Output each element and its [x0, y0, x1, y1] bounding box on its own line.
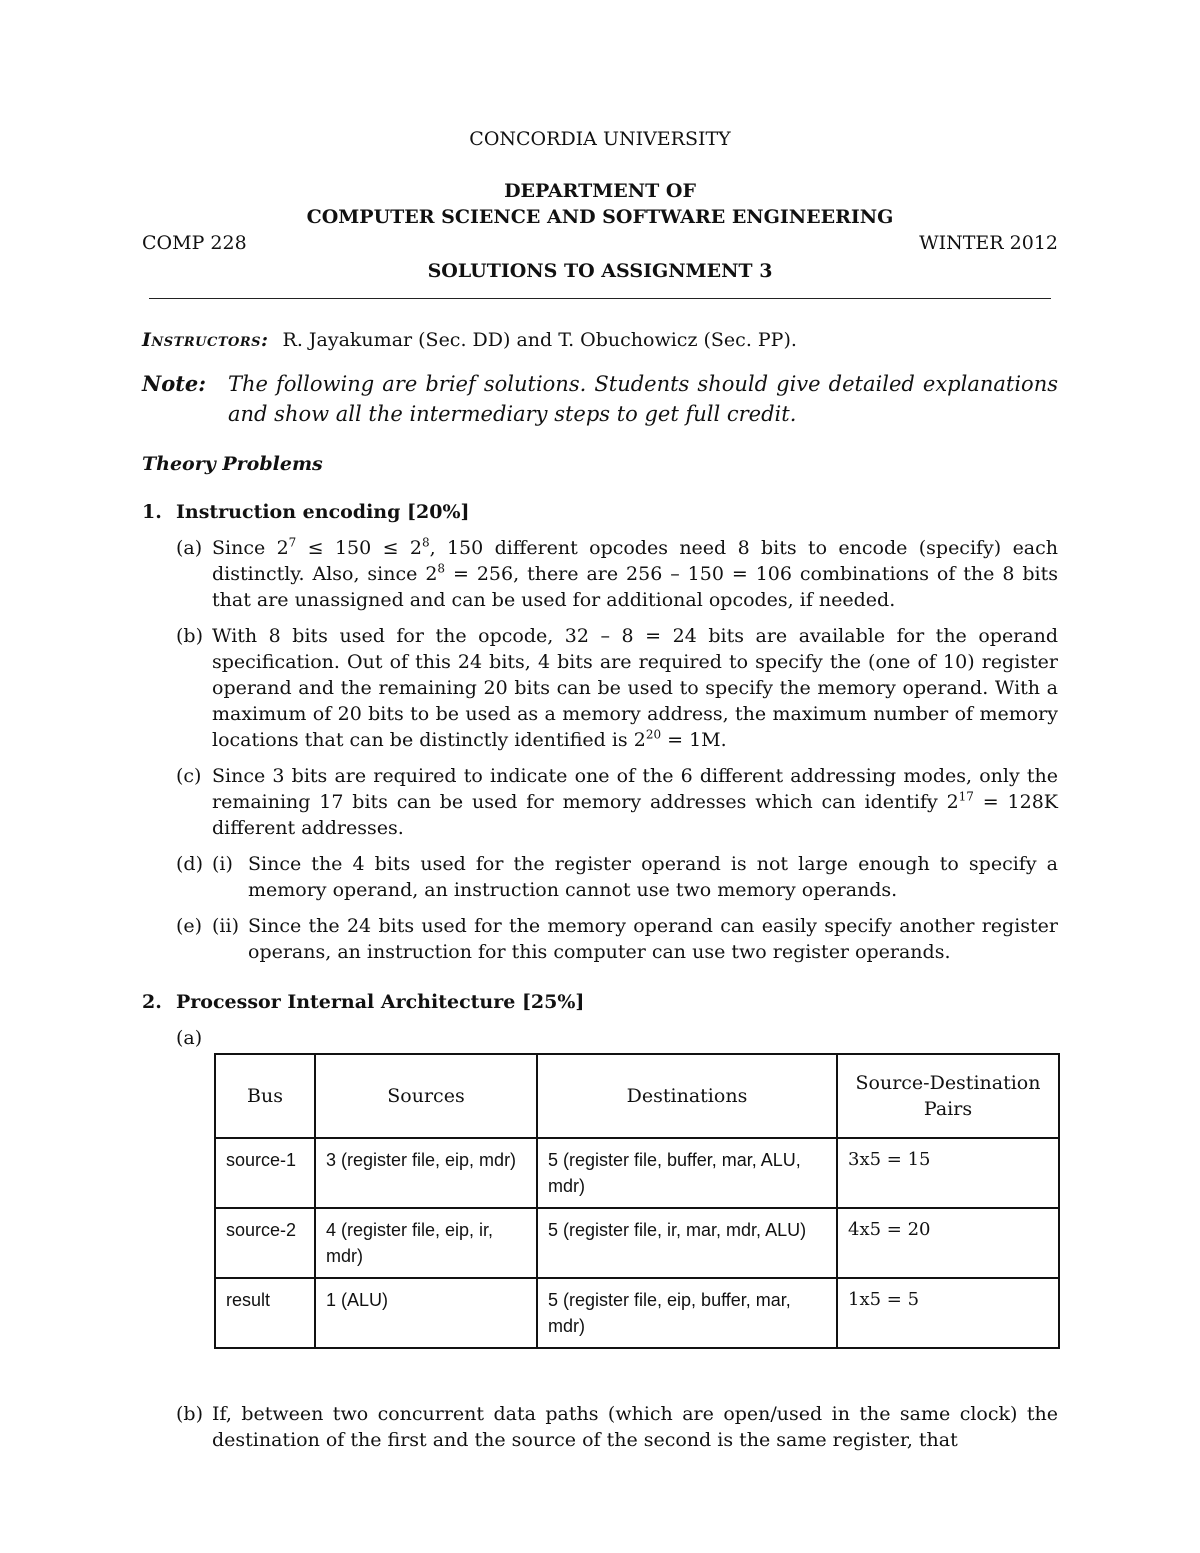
q1-a-text	[212, 535, 1058, 613]
cell-bus: result	[215, 1278, 315, 1348]
q2-b-label: (b)	[176, 1403, 203, 1425]
q1-a-part3: , 150 different opcodes need 8 bits to encode (specify) each distinctly. Also, since 2	[212, 537, 1059, 585]
q1-b-label: (b)	[176, 625, 203, 647]
cell-sources: 4 (register file, eip, ir, mdr)	[315, 1208, 537, 1278]
question-1-title	[142, 499, 1058, 525]
q1-b-part2: = 1M.	[661, 729, 727, 751]
question-2-heading: Processor Internal Architecture [25%]	[176, 991, 585, 1013]
q1-c-label: (c)	[176, 765, 202, 787]
instructors-label: Instructors:	[142, 329, 269, 351]
header-sources: Sources	[315, 1054, 537, 1138]
q2-b-text: If, between two concurrent data paths (which are open/used in the same clock) the destination of the first and the source of the second is the same register, that	[212, 1403, 1058, 1451]
term: WINTER 2012	[919, 232, 1058, 254]
q1-d-text: Since the 4 bits used for the register operand is not large enough to specify a memory operand, an instruction cannot use two memory operands.	[248, 853, 1058, 901]
department-line-1: DEPARTMENT OF	[504, 180, 696, 202]
instructors-line	[142, 327, 1058, 353]
q1-answer-e	[176, 913, 1058, 965]
q1-d-label: (d)	[176, 853, 203, 875]
q1-c-part2: = 128K different addresses.	[212, 791, 1058, 839]
q1-a-part2: ≤ 150 ≤ 2	[296, 537, 422, 559]
q1-answer-a	[176, 535, 1058, 613]
cell-bus: source-2	[215, 1208, 315, 1278]
cell-bus: source-1	[215, 1138, 315, 1208]
q1-b-part1: With 8 bits used for the opcode, 32 – 8 = 24 bits are available for the operand specification. Out of this 24 bits, 4 bits are required to specify the (one of 10) register operand and the remaining 20 bits can be used to specify the memory operand. With a maximum of 20 bits to be used as a memory address, the maximum number of memory locations that can be distinctly identified is 2	[212, 625, 1058, 751]
note-label: Note:	[142, 371, 207, 396]
header-destinations: Destinations	[537, 1054, 837, 1138]
cell-sources: 3 (register file, eip, mdr)	[315, 1138, 537, 1208]
q1-a-sup2: 8	[421, 535, 430, 550]
note-text: The following are brief solutions. Students should give detailed explanations and show all the intermediary steps to get full credit.	[228, 372, 1058, 426]
bus-table-header-row	[215, 1054, 1059, 1138]
table-row	[215, 1208, 1059, 1278]
q1-c-text	[212, 763, 1058, 841]
header-bus: Bus	[215, 1054, 315, 1138]
q1-b-text	[212, 623, 1058, 753]
note-block	[142, 369, 1058, 429]
q1-answer-c	[176, 763, 1058, 841]
header-divider	[149, 298, 1051, 299]
q1-e-text: Since the 24 bits used for the memory operand can easily specify another register operans, an instruction for this computer can use two register operands.	[248, 915, 1058, 963]
cell-destinations: 5 (register file, buffer, mar, ALU, mdr)	[537, 1138, 837, 1208]
q1-a-sup1: 7	[288, 535, 297, 550]
table-row	[215, 1138, 1059, 1208]
cell-sources: 1 (ALU)	[315, 1278, 537, 1348]
instructors-text: R. Jayakumar (Sec. DD) and T. Obuchowicz (Sec. PP).	[282, 329, 797, 351]
q1-d-sublabel: (i)	[212, 853, 233, 875]
q1-a-sup3: 8	[437, 561, 446, 576]
question-1-number: 1.	[142, 501, 162, 523]
q1-a-part1: Since 2	[212, 537, 289, 559]
q1-e-sublabel: (ii)	[212, 915, 239, 937]
cell-destinations: 5 (register file, ir, mar, mdr, ALU)	[537, 1208, 837, 1278]
question-2-number: 2.	[142, 991, 162, 1013]
q1-c-part1: Since 3 bits are required to indicate one of the 6 different addressing modes, only the remaining 17 bits can be used for memory addresses which can identify 2	[212, 765, 1058, 813]
cell-pairs: 4x5 = 20	[837, 1208, 1059, 1278]
q1-a-part4: = 256, there are 256 – 150 = 106 combinations of the 8 bits that are unassigned and can be used for additional opcodes, if needed.	[212, 563, 1058, 611]
document-title: SOLUTIONS TO ASSIGNMENT 3	[427, 260, 773, 282]
section-heading: Theory Problems	[142, 453, 323, 475]
cell-pairs: 3x5 = 15	[837, 1138, 1059, 1208]
document-page	[142, 126, 1058, 1453]
cell-pairs: 1x5 = 5	[837, 1278, 1059, 1348]
q1-b-sup1: 20	[645, 727, 662, 742]
header-pairs: Source-Destination Pairs	[837, 1054, 1059, 1138]
q2-a-label: (a)	[176, 1027, 203, 1049]
q1-a-label: (a)	[176, 537, 203, 559]
course-term-row	[142, 230, 1058, 256]
q1-c-sup1: 17	[958, 789, 974, 804]
q1-d-body	[212, 851, 1058, 903]
cell-destinations: 5 (register file, eip, buffer, mar, mdr)	[537, 1278, 837, 1348]
department-line-2: COMPUTER SCIENCE AND SOFTWARE ENGINEERING	[306, 206, 894, 228]
question-2-title	[142, 989, 1058, 1015]
table-row	[215, 1278, 1059, 1348]
q1-answer-b	[176, 623, 1058, 753]
course-code: COMP 228	[142, 232, 247, 254]
q1-e-body	[212, 913, 1058, 965]
q2-answer-b	[176, 1401, 1058, 1453]
q1-e-label: (e)	[176, 915, 203, 937]
question-1-heading: Instruction encoding [20%]	[176, 501, 470, 523]
bus-table	[214, 1053, 1060, 1349]
q1-answer-d	[176, 851, 1058, 903]
university-name: CONCORDIA UNIVERSITY	[469, 128, 731, 150]
